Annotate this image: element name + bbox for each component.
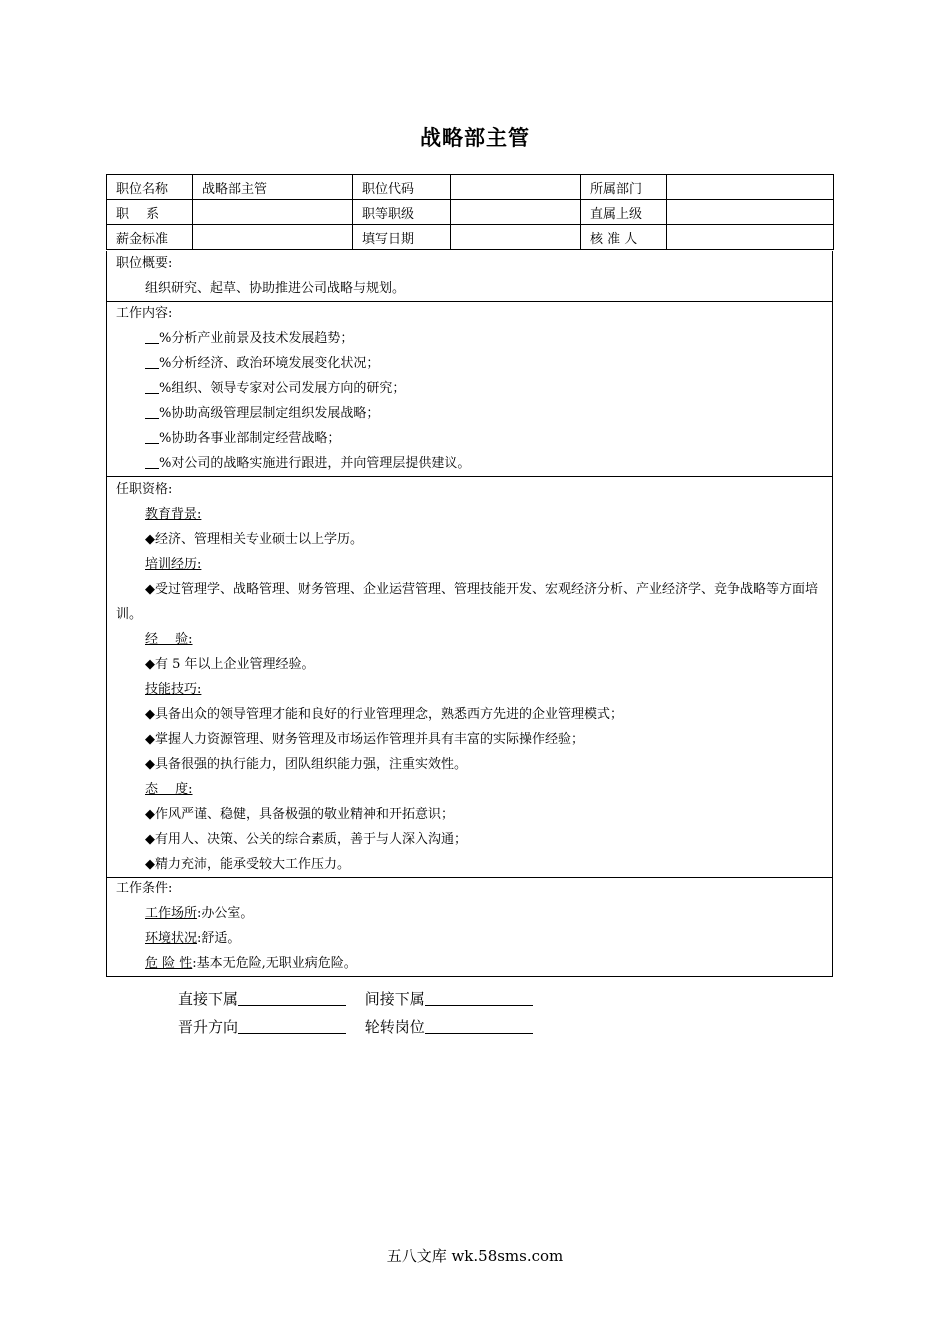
conditions-label: 工作条件: — [116, 881, 173, 896]
risk-label: 危 险 性 — [145, 956, 193, 971]
education-heading: 教育背景: — [145, 507, 202, 522]
rotation-position-blank — [425, 1017, 533, 1034]
work-item: %对公司的战略实施进行跟进，并向管理层提供建议。 — [107, 451, 832, 476]
work-label: 工作内容: — [116, 306, 173, 321]
overview-label: 职位概要: — [116, 256, 173, 271]
value-fill-date — [451, 225, 581, 250]
work-item: %分析经济、政治环境发展变化状况； — [107, 351, 832, 376]
overview-text: 组织研究、起草、协助推进公司战略与规划。 — [145, 281, 406, 296]
direct-reports-blank — [238, 989, 346, 1006]
percent-blank — [145, 454, 159, 469]
label-approver: 核 准 人 — [581, 225, 667, 250]
value-position-name: 战略部主管 — [193, 175, 353, 200]
rotation-position: 轮转岗位 — [365, 1014, 533, 1040]
training-item: ◆受过管理学、战略管理、财务管理、企业运营管理、管理技能开发、宏观经济分析、产业经济学、竞争战略等方面培训。 — [116, 582, 818, 622]
value-supervisor — [667, 200, 834, 225]
attitude-heading: 态 度: — [145, 782, 193, 797]
experience-heading: 经 验: — [145, 632, 193, 647]
skills-item: ◆具备出众的领导管理才能和良好的行业管理理念，熟悉西方先进的企业管理模式； — [145, 707, 623, 722]
footer-watermark: 五八文库 wk.58sms.com — [386, 1247, 564, 1265]
risk-row — [107, 951, 832, 976]
label-supervisor: 直属上级 — [581, 200, 667, 225]
attitude-item: ◆作风严谨、稳健，具备极强的敬业精神和开拓意识； — [145, 807, 454, 822]
value-department — [667, 175, 834, 200]
workplace-value: :办公室。 — [197, 906, 254, 921]
table-row — [107, 225, 834, 250]
work-section — [106, 301, 833, 477]
experience-item: ◆有 5 年以上企业管理经验。 — [145, 657, 315, 672]
environment-label: 环境状况 — [145, 931, 198, 946]
percent-blank — [145, 329, 159, 344]
environment-row — [107, 926, 832, 951]
indirect-reports-blank — [425, 989, 533, 1006]
table-row — [107, 200, 834, 225]
skills-item: ◆掌握人力资源管理、财务管理及市场运作管理并具有丰富的实际操作经验； — [145, 732, 584, 747]
qualification-section — [106, 477, 833, 878]
label-department: 所属部门 — [581, 175, 667, 200]
label-position-name: 职位名称 — [107, 175, 193, 200]
value-approver — [667, 225, 834, 250]
label-fill-date: 填写日期 — [353, 225, 451, 250]
direct-reports: 直接下属 — [178, 986, 346, 1012]
education-item: ◆经济、管理相关专业硕士以上学历。 — [145, 532, 363, 547]
label-position-code: 职位代码 — [353, 175, 451, 200]
training-heading: 培训经历: — [145, 557, 202, 572]
signoff-row — [178, 986, 547, 1012]
value-job-family — [193, 200, 353, 225]
attitude-item: ◆有用人、决策、公关的综合素质，善于与人深入沟通； — [145, 832, 467, 847]
qualification-label: 任职资格: — [116, 482, 173, 497]
work-item: %分析产业前景及技术发展趋势； — [107, 326, 832, 351]
workplace-label: 工作场所 — [145, 906, 198, 921]
percent-blank — [145, 379, 159, 394]
value-salary — [193, 225, 353, 250]
overview-section — [106, 251, 833, 302]
table-row — [107, 175, 834, 200]
value-grade — [451, 200, 581, 225]
percent-blank — [145, 404, 159, 419]
indirect-reports: 间接下属 — [365, 986, 533, 1012]
promotion-path-blank — [238, 1017, 346, 1034]
skills-item: ◆具备很强的执行能力，团队组织能力强，注重实效性。 — [145, 757, 467, 772]
work-item: %组织、领导专家对公司发展方向的研究； — [107, 376, 832, 401]
page-title: 战略部主管 — [420, 126, 530, 150]
percent-blank — [145, 429, 159, 444]
label-salary: 薪金标准 — [107, 225, 193, 250]
header-table — [106, 174, 834, 250]
workplace-row — [107, 901, 832, 926]
risk-value: :基本无危险,无职业病危险。 — [192, 956, 357, 971]
environment-value: :舒适。 — [197, 931, 241, 946]
signoff-row — [178, 1014, 547, 1040]
work-item: %协助高级管理层制定组织发展战略； — [107, 401, 832, 426]
label-grade: 职等职级 — [353, 200, 451, 225]
skills-heading: 技能技巧: — [145, 682, 202, 697]
label-job-family: 职 系 — [107, 200, 193, 225]
promotion-path: 晋升方向 — [178, 1014, 346, 1040]
percent-blank — [145, 354, 159, 369]
work-item: %协助各事业部制定经营战略； — [107, 426, 832, 451]
value-position-code — [451, 175, 581, 200]
attitude-item: ◆精力充沛，能承受较大工作压力。 — [145, 857, 350, 872]
conditions-section — [106, 876, 833, 977]
